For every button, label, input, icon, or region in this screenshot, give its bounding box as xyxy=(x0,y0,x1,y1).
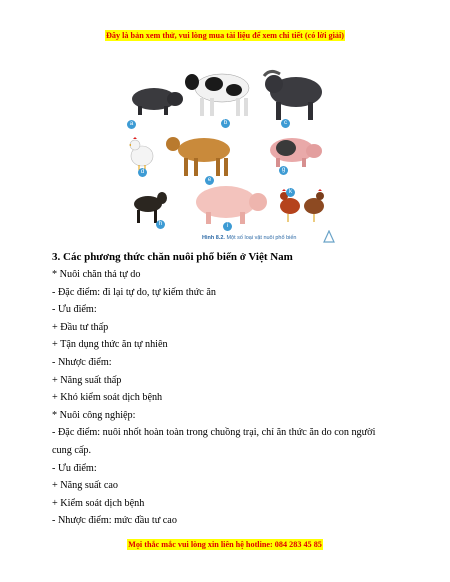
section-heading: 3. Các phương thức chăn nuôi phổ biến ở Việt Nam xyxy=(52,251,293,263)
top-banner-text: Đây là bản xem thử, vui lòng mua tài liệu để xem chi tiết (có lời giải) xyxy=(105,31,344,40)
lesson-content xyxy=(52,248,412,530)
content-line: + Khó kiểm soát dịch bệnh xyxy=(52,392,163,404)
content-line: * Nuôi chăn thả tự do xyxy=(52,269,141,280)
marker-h: h xyxy=(156,220,165,229)
figure-caption xyxy=(202,235,296,241)
goat-image xyxy=(126,188,168,224)
marker-a: a xyxy=(127,120,136,129)
bottom-banner-text: Mọi thắc mắc vui lòng xin liên hệ hotline: 084 283 45 85 xyxy=(128,540,322,549)
marker-b: b xyxy=(221,119,230,128)
content-line: + Đầu tư thấp xyxy=(52,321,109,333)
marker-e: e xyxy=(205,176,214,185)
figure-caption-number: Hình 8.2. xyxy=(202,235,225,241)
content-line: - Ưu điểm: xyxy=(52,304,97,316)
roosters-image xyxy=(274,184,330,224)
marker-k: k xyxy=(286,188,295,197)
marker-c: c xyxy=(281,119,290,128)
content-line: * Nuôi công nghiệp: xyxy=(52,409,136,421)
content-line: cung cấp. xyxy=(52,444,92,456)
spotted-pig-image xyxy=(262,134,324,168)
brown-cow-image xyxy=(164,130,240,178)
dairy-cow-image xyxy=(184,66,260,118)
content-line: + Năng suất cao xyxy=(52,480,118,492)
top-banner xyxy=(0,25,450,43)
livestock-figure xyxy=(118,58,338,246)
marker-i: i xyxy=(223,222,232,231)
marker-d: d xyxy=(138,168,147,177)
content-line: - Nhược điểm: xyxy=(52,356,112,368)
bottom-banner xyxy=(0,534,450,552)
black-pig-image xyxy=(126,84,184,116)
content-line: - Đặc điểm: đi lại tự do, tự kiếm thức ăn xyxy=(52,286,216,298)
marker-g: g xyxy=(279,166,288,175)
publisher-logo-icon xyxy=(322,230,336,244)
figure-caption-text: Một số loại vật nuôi phổ biến xyxy=(226,235,297,241)
content-line: - Đặc điểm: nuôi nhốt hoàn toàn trong chuồng trại, chỉ ăn thức ăn do con người xyxy=(52,427,376,439)
buffalo-image xyxy=(262,66,330,122)
content-line: + Tận dụng thức ăn tự nhiên xyxy=(52,339,168,351)
content-line: + Năng suất thấp xyxy=(52,374,122,386)
content-line: - Ưu điểm: xyxy=(52,462,97,474)
pink-pig-image xyxy=(188,180,268,226)
content-line: + Kiểm soát dịch bệnh xyxy=(52,497,145,509)
content-line: - Nhược điểm: mức đầu tư cao xyxy=(52,515,177,527)
white-chicken-image xyxy=(126,136,156,172)
